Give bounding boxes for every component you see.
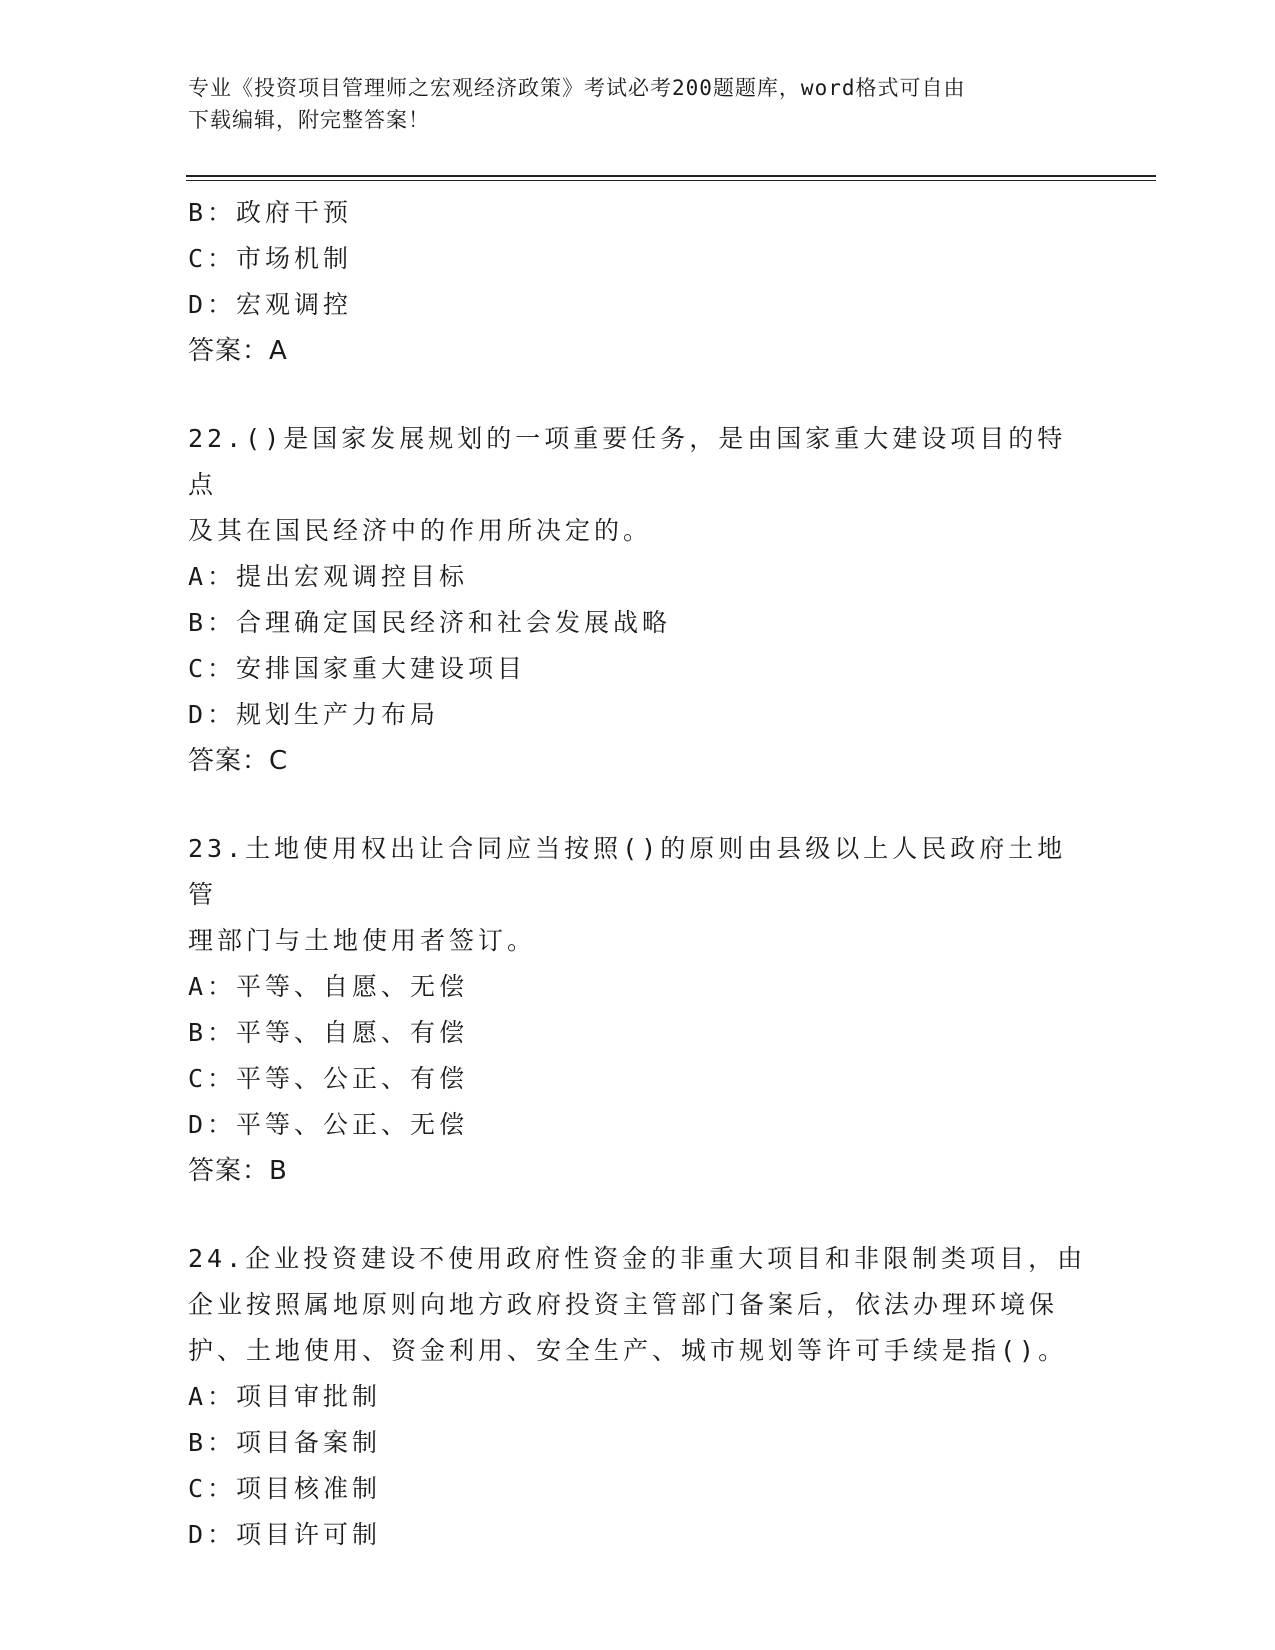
option-c: C：项目核准制 — [188, 1474, 382, 1503]
question-23 — [188, 826, 1088, 1194]
question-22 — [188, 416, 1088, 784]
page-header — [188, 72, 1088, 136]
option-d: D：规划生产力布局 — [188, 700, 440, 729]
answer-line: 答案：C — [188, 746, 289, 776]
option-b: B：合理确定国民经济和社会发展战略 — [188, 608, 672, 637]
question-24 — [188, 1236, 1088, 1558]
header-line-2: 下载编辑，附完整答案！ — [188, 108, 430, 132]
header-divider-thick — [186, 175, 1156, 177]
option-b: B：政府干预 — [188, 198, 353, 227]
option-d: D：宏观调控 — [188, 290, 353, 319]
question-text — [188, 826, 1088, 964]
option-b: B：平等、自愿、有偿 — [188, 1018, 469, 1047]
question-text-line: 22.()是国家发展规划的一项重要任务，是由国家重大建设项目的特点 — [188, 424, 1067, 499]
question-text-line: 23.土地使用权出让合同应当按照()的原则由县级以上人民政府土地管 — [188, 834, 1067, 909]
question-text-line: 护、土地使用、资金利用、安全生产、城市规划等许可手续是指()。 — [188, 1336, 1068, 1365]
option-d: D：平等、公正、无偿 — [188, 1110, 469, 1139]
header-divider-thin — [186, 180, 1156, 181]
question-21-continued — [188, 190, 1088, 374]
option-c: C：安排国家重大建设项目 — [188, 654, 527, 683]
document-body — [188, 190, 1088, 1558]
option-a: A：平等、自愿、无偿 — [188, 972, 469, 1001]
option-d: D：项目许可制 — [188, 1520, 382, 1549]
question-text — [188, 416, 1088, 554]
option-b: B：项目备案制 — [188, 1428, 382, 1457]
option-a: A：提出宏观调控目标 — [188, 562, 469, 591]
question-text-line: 24.企业投资建设不使用政府性资金的非重大项目和非限制类项目，由 — [188, 1244, 1087, 1273]
option-c: C：平等、公正、有偿 — [188, 1064, 469, 1093]
question-text-line: 及其在国民经济中的作用所决定的。 — [188, 516, 653, 545]
option-a: A：项目审批制 — [188, 1382, 382, 1411]
answer-line: 答案：B — [188, 1156, 288, 1186]
question-text — [188, 1236, 1088, 1374]
answer-line: 答案：A — [188, 336, 288, 366]
header-line-1: 专业《投资项目管理师之宏观经济政策》考试必考200题题库，word格式可自由 — [188, 76, 966, 100]
question-text-line: 企业按照属地原则向地方政府投资主管部门备案后，依法办理环境保 — [188, 1290, 1059, 1319]
question-text-line: 理部门与土地使用者签订。 — [188, 926, 537, 955]
option-c: C：市场机制 — [188, 244, 353, 273]
